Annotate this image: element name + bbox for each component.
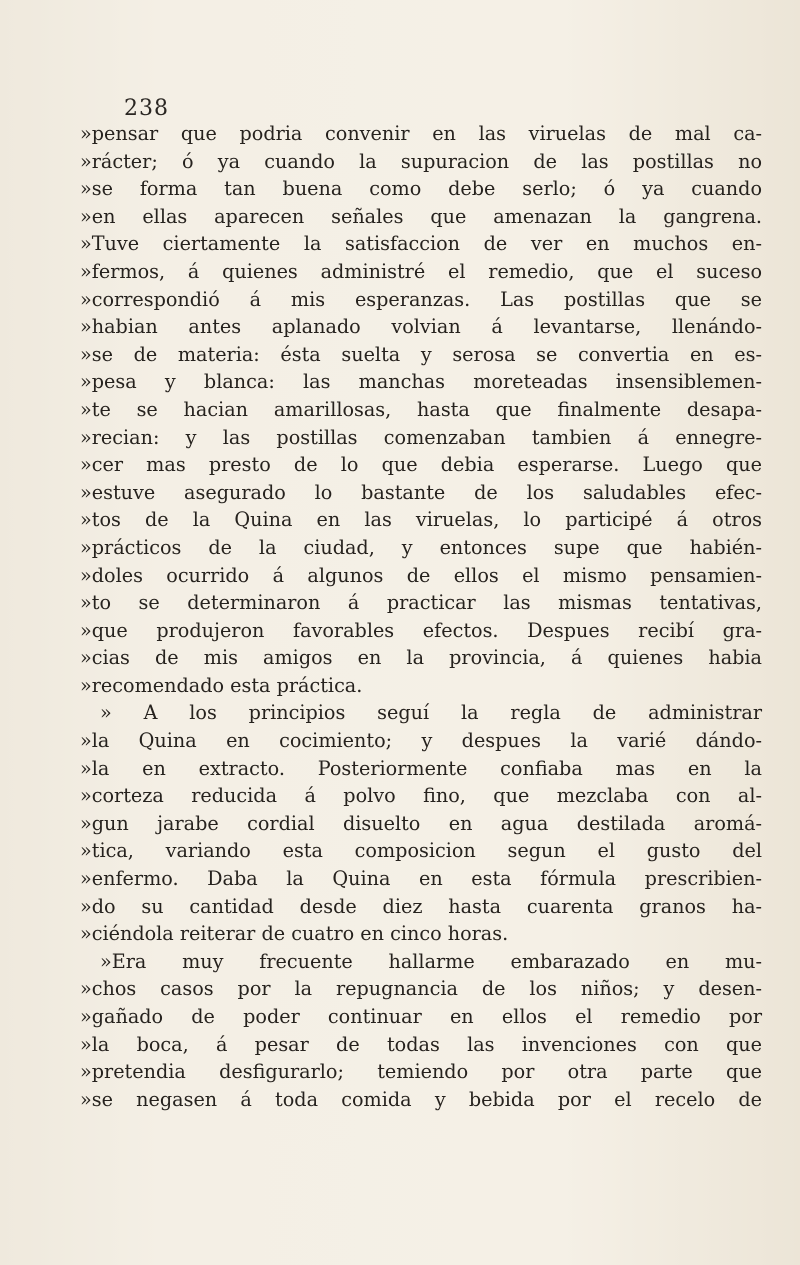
text-line: »chos casos por la repugnancia de los niños; y desen- xyxy=(80,977,762,1001)
text-line: »que produjeron favorables efectos. Despues recibí gra- xyxy=(80,618,762,642)
text-line: »do su cantidad desde diez hasta cuarenta granos ha- xyxy=(80,894,762,918)
text-line: »cer mas presto de lo que debia esperarse. Luego que xyxy=(80,453,762,477)
text-line: »se de materia: ésta suelta y serosa se convertia en es- xyxy=(80,342,762,366)
text-line: »tos de la Quina en las viruelas, lo participé á otros xyxy=(80,508,762,532)
text-line: »en ellas aparecen señales que amenazan la gangrena. xyxy=(80,204,762,228)
text-line: »tica, variando esta composicion segun el gusto del xyxy=(80,839,762,863)
paragraph-start-line: »Era muy frecuente hallarme embarazado en mu- xyxy=(100,949,762,973)
text-line: »to se determinaron á practicar las mismas tentativas, xyxy=(80,591,762,615)
paragraph-start-line: » A los principios seguí la regla de administrar xyxy=(100,701,762,725)
text-line: »te se hacian amarillosas, hasta que finalmente desapa- xyxy=(80,397,762,421)
text-line: »se negasen á toda comida y bebida por el recelo de xyxy=(80,1087,762,1111)
text-line: »prácticos de la ciudad, y entonces supe que habién- xyxy=(80,535,762,559)
text-line: »corteza reducida á polvo fino, que mezclaba con al- xyxy=(80,784,762,808)
page-number: 238 xyxy=(124,96,169,121)
text-line: »habian antes aplanado volvian á levantarse, llenándo- xyxy=(80,315,762,339)
text-line: »Tuve ciertamente la satisfaccion de ver en muchos en- xyxy=(80,232,762,256)
text-line: »enfermo. Daba la Quina en esta fórmula prescribien- xyxy=(80,867,762,891)
text-line: »pesa y blanca: las manchas moreteadas insensiblemen- xyxy=(80,370,762,394)
text-line: »pretendia desfigurarlo; temiendo por otra parte que xyxy=(80,1060,762,1084)
text-line: »rácter; ó ya cuando la supuracion de las postillas no xyxy=(80,149,762,173)
text-line: »recomendado esta práctica. xyxy=(80,673,363,697)
text-line: »se forma tan buena como debe serlo; ó ya cuando xyxy=(80,177,762,201)
text-line: »estuve asegurado lo bastante de los saludables efec- xyxy=(80,480,762,504)
text-line: »pensar que podria convenir en las viruelas de mal ca- xyxy=(80,122,762,145)
text-line: »doles ocurrido á algunos de ellos el mismo pensamien- xyxy=(80,563,762,587)
text-line: »fermos, á quienes administré el remedio, que el suceso xyxy=(80,259,762,283)
text-line: »gañado de poder continuar en ellos el remedio por xyxy=(80,1005,762,1028)
body-text xyxy=(80,120,762,1113)
text-line: »correspondió á mis esperanzas. Las postillas que se xyxy=(80,287,762,311)
text-line: »la en extracto. Posteriormente confiaba mas en la xyxy=(80,756,762,780)
text-line: »la Quina en cocimiento; y despues la varié dándo- xyxy=(80,729,762,753)
text-line: »cias de mis amigos en la provincia, á quienes habia xyxy=(80,646,762,670)
text-line: »ciéndola reiterar de cuatro en cinco horas. xyxy=(80,922,509,946)
text-line: »gun jarabe cordial disuelto en agua destilada aromá- xyxy=(80,811,762,835)
text-line: »recian: y las postillas comenzaban tambien á ennegre- xyxy=(80,425,762,449)
text-line: »la boca, á pesar de todas las invenciones con que xyxy=(80,1032,762,1056)
